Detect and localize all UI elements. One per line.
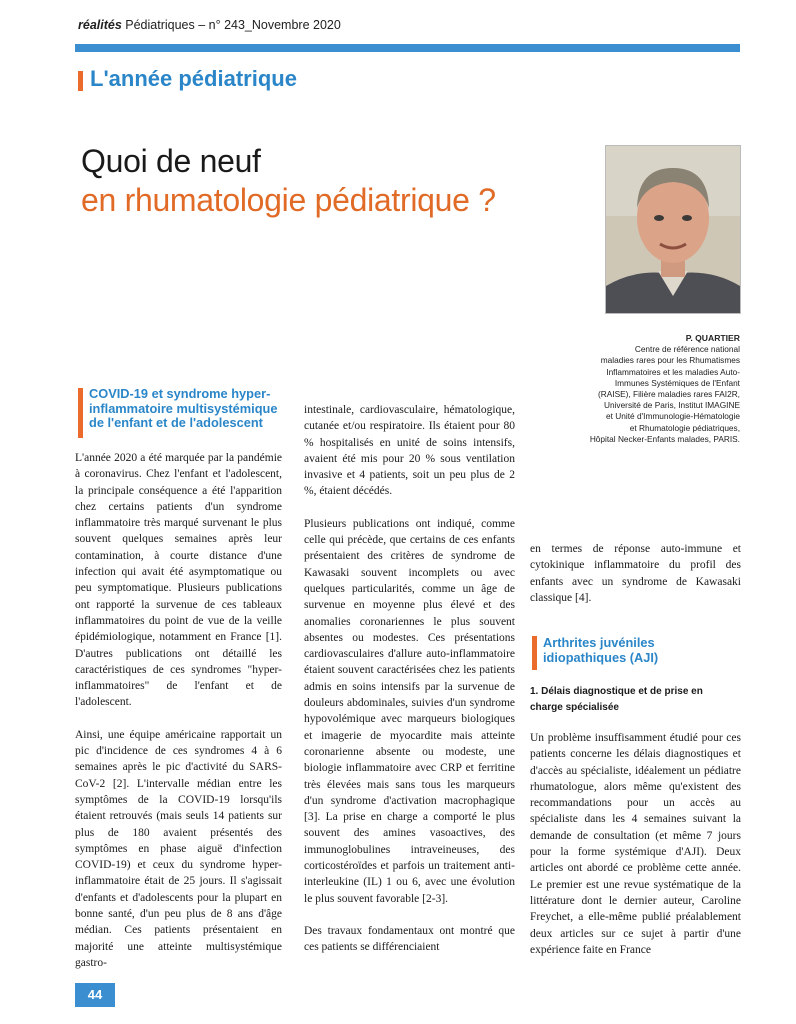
affiliation-line: Centre de référence national <box>634 344 740 355</box>
author-portrait-image <box>606 146 740 313</box>
affiliation-line: et Rhumatologie pédiatriques, <box>629 422 740 433</box>
affiliation-line: Hôpital Necker-Enfants malades, PARIS. <box>589 433 740 444</box>
affiliation-line: Immunes Systémiques de l'Enfant <box>614 377 740 388</box>
column-2 <box>304 402 515 972</box>
section2-title: Arthrites juvéniles idiopathiques (AJI) <box>543 635 659 665</box>
affiliation-line: maladies rares pour les Rhumatismes <box>600 355 740 366</box>
paragraph: Des travaux fondamentaux ont montré que ces patients se différenciaient <box>304 924 515 954</box>
top-rule <box>75 44 740 52</box>
paragraph: Plusieurs publications ont indiqué, comme celle qui précède, que certains de ces enfants présentaient des critères de syndrome de Kawasaki souvent incomplets ou avec quelques particularités, comme un âge de survenue en moyenne plus élevé et des anomalies coronariennes le plus souvent absentes ou modestes. Ces présentations cardiovasculaires d'allure auto-inflammatoire étaient souvent caractérisées chez les patients admis en soins intensifs par la survenue de douleurs abdominales, suivies d'un syndrome hypovolémique avec marqueurs biologiques et imagerie de myocardite mais atteinte coronarienne absente ou modeste, une biologie inflammatoire avec CRP et ferritine très élevées mais sans tous les marqueurs d'un syndrome d'activation macrophagique [3]. La prise en charge a comporté le plus souvent des amines vasoactives, des immunoglobulines intraveineuses, des corticostéroïdes et parfois un traitement anti-interleukine (IL) 1 ou 6, avec une évolution le plus souvent favorable [2-3]. <box>304 517 515 905</box>
section1-title: COVID-19 et syndrome hyper-inflammatoire multisystémique de l'enfant et de l'adolescent <box>89 386 278 430</box>
article-title-line1: Quoi de neuf <box>81 143 261 179</box>
article-title-line2: en rhumatologie pédiatrique ? <box>81 182 496 218</box>
author-name: P. QUARTIER <box>685 333 740 343</box>
subsection-title: 1. Délais diagnostique et de prise en charge spécialisée <box>530 686 703 713</box>
column-3 <box>530 730 741 974</box>
paragraph: en termes de réponse auto-immune et cytokinique inflammatoire du profil des enfants avec un syndrome de Kawasaki classique [4]. <box>530 543 741 604</box>
affiliation-line: Université de Paris, Institut IMAGINE <box>603 400 740 411</box>
author-photo <box>605 145 741 314</box>
affiliation-line: Inflammatoires et les maladies Auto- <box>606 366 740 377</box>
column-3-top <box>530 541 741 622</box>
paragraph: Un problème insuffisamment étudié pour ces patients concerne les délais diagnostiques et d'accès au spécialiste, idéalement un pédiatre rhumatologue, alors même qu'existent des recommandations pour un accès au spécialiste dans les 4 semaines suivant la demande de consultation (et même 7 jours pour la forme systémique d'AJI). Deux articles ont abordé ce problème cette année. Le premier est une revue systématique de la littérature dont le dernier auteur, Caroline Freychet, a elle-même publié préalablement deux articles sur ce sujet à partir d'une expérience faite en France <box>530 732 741 956</box>
affiliation-line: et Unité d'Immunologie-Hématologie <box>606 411 740 422</box>
paragraph: intestinale, cardiovasculaire, hématologique, cutanée et/ou respiratoire. Ils étaient pour 80 % hospitalisés en unité de soins intensifs, avaient été mis pour 20 % sous ventilation invasive et 4 patients, soit un peu plus de 2 %, étaient décédés. <box>304 404 515 498</box>
author-block <box>540 333 740 445</box>
journal-name: réalités <box>78 18 122 32</box>
rubric-bar <box>78 71 83 91</box>
issue-info: Pédiatriques – n° 243_Novembre 2020 <box>121 18 341 32</box>
affiliation-line: (RAISE), Filière maladies rares FAI2R, <box>597 389 740 400</box>
rubric-title: L'année pédiatrique <box>90 66 297 91</box>
page-number: 44 <box>75 983 115 1007</box>
section-bar <box>532 636 537 670</box>
paragraph: Ainsi, une équipe américaine rapportait un pic d'incidence de ces syndromes 4 à 6 semaines après le pic d'activité du SARS-CoV-2 [2]. L'intervalle médian entre les symptômes de la COVID-19 lorsqu'ils étaient retrouvés (mais seuls 14 patients sur plus de 180 avaient présentés des symptômes en phase aiguë d'infection COVID-19) et ceux du syndrome hyper-inflammatoire était de 25 jours. Il s'agissait d'enfants et d'adolescents pour la plupart en bonne santé, d'un peu plus de 8 ans d'âge médian. Ces patients présentaient en majorité une atteinte multisystémique gastro- <box>75 728 282 969</box>
running-header <box>78 18 341 32</box>
column-1 <box>75 450 282 987</box>
section-bar <box>78 388 83 438</box>
paragraph: L'année 2020 a été marquée par la pandémie à coronavirus. Chez l'enfant et l'adolescent, la principale conséquence a été l'apparition chez certains patients d'un syndrome inflammatoire très marqué survenant le plus souvent quelques semaines après leur contamination, à courte distance d'une infection qui avait été asymptomatique ou peu symptomatique. Plusieurs publications ont rapporté la survenue de ces tableaux inflammatoires du point de vue de la veille épidémiologique, notamment en France [1]. D'autres publications ont détaillé les caractéristiques de ces syndromes "hyper-inflammatoires" de l'enfant et de l'adolescent. <box>75 452 282 709</box>
